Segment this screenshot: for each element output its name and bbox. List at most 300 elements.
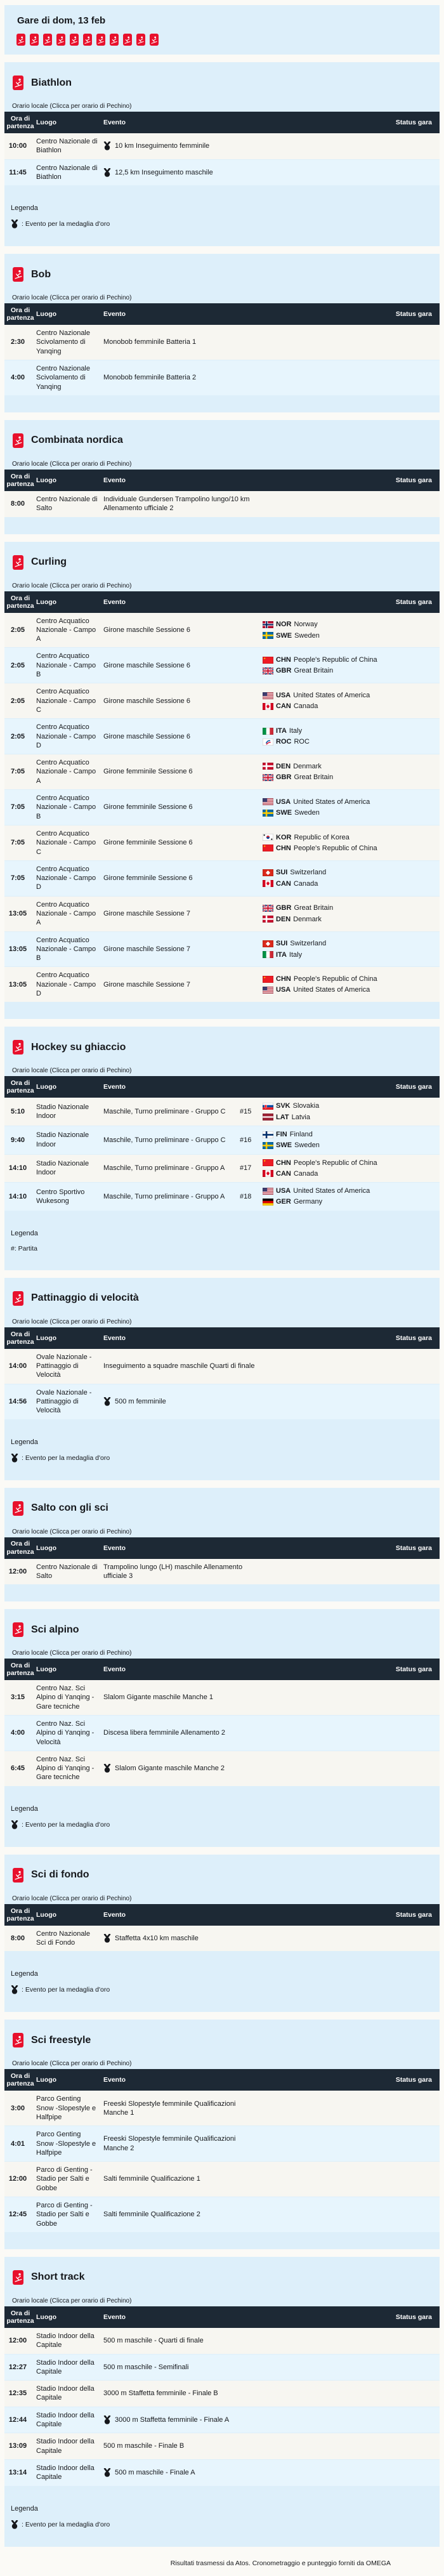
start-time: 10:00 — [8, 142, 27, 150]
table-row — [4, 1155, 440, 1183]
table-row — [4, 932, 440, 967]
event-label: Freeski Slopestyle femminile Qualificazioni Manche 1 — [103, 2100, 236, 2117]
status-cell — [385, 1108, 440, 1115]
event — [103, 2096, 261, 2122]
spacer-cell — [261, 2469, 385, 2476]
spacer-cell — [261, 2105, 385, 2112]
start-time: 4:00 — [10, 374, 25, 382]
legend-text: #: Partita — [11, 1244, 38, 1252]
status-cell — [385, 2363, 440, 2371]
column-header-status: Status gara — [395, 598, 432, 606]
team — [263, 702, 380, 711]
status-cell — [385, 1764, 440, 1772]
section-combinata-nordica — [4, 420, 440, 534]
start-time: 7:05 — [10, 839, 25, 847]
status-cell — [385, 768, 440, 776]
venue: Centro Nazionale di Biathlon — [36, 164, 98, 181]
start-time: 8:00 — [10, 1934, 25, 1942]
timezone-toggle[interactable]: Orario locale (Clicca per orario di Pechino) — [12, 1528, 132, 1535]
table-header-row — [4, 2306, 440, 2328]
section-title: Bob — [31, 268, 51, 280]
teams — [263, 723, 385, 751]
section-title: Sci freestyle — [31, 2034, 91, 2046]
nav-bob-icon[interactable] — [30, 34, 39, 46]
team — [263, 762, 380, 771]
status-cell — [385, 500, 440, 508]
status-cell — [385, 2416, 440, 2424]
gbr-flag-icon — [263, 774, 273, 781]
status-cell — [385, 839, 440, 846]
team-name: United States of America — [293, 1187, 370, 1195]
start-time: 8:00 — [10, 500, 25, 508]
event-label: 500 m maschile - Finale A — [115, 2469, 195, 2477]
event — [103, 2206, 261, 2223]
venue: Stadio Indoor della Capitale — [36, 2411, 95, 2429]
column-header-time: Ora di partenza — [6, 114, 34, 130]
match-number — [240, 910, 263, 917]
column-header-venue: Luogo — [36, 2076, 57, 2084]
legend-title: Legenda — [11, 1438, 38, 1446]
teams — [263, 687, 385, 715]
match-number — [240, 662, 263, 669]
column-header-match — [240, 1085, 263, 1089]
event-label: 500 m maschile - Quarti di finale — [103, 2337, 204, 2345]
status-cell — [385, 169, 440, 176]
status-cell — [385, 1568, 440, 1575]
section-pattinaggio-di-velocita — [4, 1278, 440, 1480]
table-row — [4, 825, 440, 860]
teams — [263, 935, 385, 963]
column-header-venue: Luogo — [36, 476, 57, 484]
team-name: Latvia — [291, 1113, 310, 1121]
start-time: 3:15 — [10, 1693, 25, 1702]
event — [103, 2438, 261, 2454]
nav-sci-freestyle-icon[interactable] — [136, 34, 145, 46]
venue: Parco Genting Snow -Slopestyle e Halfpipe — [36, 2095, 96, 2121]
teams — [263, 1098, 385, 1126]
column-header-spacer — [261, 1336, 385, 1340]
event — [103, 1188, 240, 1205]
event — [103, 622, 240, 638]
schedule-table — [4, 1327, 440, 1419]
venue: Centro Acquatico Nazionale - Campo D — [36, 971, 96, 998]
table-row — [4, 1098, 440, 1126]
column-header-status: Status gara — [395, 1910, 432, 1919]
start-time: 13:05 — [8, 909, 27, 917]
start-time: 3:00 — [10, 2104, 25, 2112]
sci-di-fondo-icon — [13, 1868, 23, 1883]
legend-line — [11, 1245, 432, 1252]
venue: Ovale Nazionale - Pattinaggio di Velocità — [36, 1353, 92, 1379]
event-label: Girone femminile Sessione 6 — [103, 839, 193, 847]
table-header-row — [4, 470, 440, 491]
start-time: 7:05 — [10, 768, 25, 776]
gold-medal-icon — [103, 141, 111, 150]
table-header-row — [4, 1076, 440, 1098]
table-row — [4, 360, 440, 395]
venue: Stadio Indoor della Capitale — [36, 2358, 95, 2376]
table-row — [4, 648, 440, 683]
column-header-venue: Luogo — [36, 1334, 57, 1342]
status-cell — [385, 2176, 440, 2183]
teams — [263, 864, 385, 892]
spacer-cell — [261, 2211, 385, 2218]
team-code: CHN — [276, 975, 291, 983]
venue: Centro Nazionale Sci di Fondo — [36, 1929, 90, 1947]
column-header-event: Evento — [103, 2313, 126, 2321]
timezone-toggle[interactable]: Orario locale (Clicca per orario di Pechino) — [12, 1067, 132, 1075]
venue: Centro Nazionale di Biathlon — [36, 138, 98, 155]
ger-flag-icon — [263, 1199, 273, 1206]
team — [263, 1101, 380, 1110]
section-header — [13, 1622, 432, 1637]
status-cell — [385, 910, 440, 917]
column-header-event: Evento — [103, 2076, 126, 2084]
team — [263, 868, 380, 877]
venue: Centro Acquatico Nazionale - Campo C — [36, 829, 96, 856]
nav-curling-icon[interactable] — [56, 34, 65, 46]
spacer-cell — [261, 500, 385, 508]
nav-hockey-su-ghiaccio-icon[interactable] — [70, 34, 79, 46]
team-code: SWE — [276, 1141, 292, 1150]
column-header-event: Evento — [103, 1083, 126, 1091]
teams — [263, 900, 385, 928]
timezone-toggle[interactable]: Orario locale (Clicca per orario di Pechino) — [12, 103, 132, 110]
short-track-icon — [13, 2270, 23, 2285]
curling-icon — [13, 555, 23, 570]
event — [103, 138, 261, 154]
venue: Centro Acquatico Nazionale - Campo D — [36, 865, 96, 891]
schedule-table — [4, 1659, 440, 1786]
nav-salto-con-gli-sci-icon[interactable] — [96, 34, 105, 46]
legend-title: Legenda — [11, 204, 38, 213]
event — [103, 2385, 261, 2402]
venue: Parco di Genting -Stadio per Salti e Gobbe — [36, 2166, 93, 2192]
table-header-row — [4, 1537, 440, 1559]
event — [103, 164, 261, 181]
section-title: Hockey su ghiaccio — [31, 1041, 126, 1053]
start-time: 14:10 — [8, 1164, 27, 1173]
fin-flag-icon — [263, 1131, 273, 1138]
legend-line — [11, 1820, 432, 1829]
column-header-status: Status gara — [395, 2076, 432, 2084]
event-label: Maschile, Turno preliminare - Gruppo C — [103, 1108, 226, 1115]
section-header — [13, 1291, 432, 1306]
chn-flag-icon — [263, 976, 273, 983]
team — [263, 655, 380, 664]
section-header — [13, 555, 432, 570]
start-time: 5:10 — [10, 1108, 25, 1115]
gold-medal-icon — [103, 1397, 111, 1406]
team-code: DEN — [276, 762, 291, 770]
table-row — [4, 160, 440, 186]
table-row — [4, 2433, 440, 2459]
table-header-row — [4, 591, 440, 613]
nav-sci-di-fondo-icon[interactable] — [123, 34, 132, 46]
team-name: People's Republic of China — [293, 656, 377, 664]
teams — [263, 1126, 385, 1154]
team — [263, 666, 380, 675]
table-row — [4, 683, 440, 718]
section-header — [13, 1868, 432, 1883]
status-cell — [385, 1193, 440, 1200]
teams — [263, 1183, 385, 1211]
event — [103, 2131, 261, 2157]
table-header-row — [4, 1904, 440, 1926]
team-name: United States of America — [293, 798, 370, 806]
team-name: Sweden — [294, 631, 320, 640]
team-name: Finland — [289, 1130, 313, 1138]
match-number — [240, 697, 263, 705]
team-name: Italy — [289, 726, 303, 735]
table-row — [4, 1751, 440, 1786]
table-row — [4, 1349, 440, 1384]
teams — [263, 829, 385, 857]
team — [263, 773, 380, 782]
start-time: 14:10 — [8, 1192, 27, 1200]
venue: Centro Acquatico Nazionale - Campo B — [36, 652, 96, 679]
column-header-venue: Luogo — [36, 1544, 57, 1552]
section-header — [13, 76, 432, 90]
table-row — [4, 1183, 440, 1211]
nav-short-track-icon[interactable] — [150, 34, 159, 46]
spacer-cell — [261, 374, 385, 382]
event-label: Maschile, Turno preliminare - Gruppo C — [103, 1136, 226, 1144]
team-name: Canada — [293, 702, 318, 711]
venue: Stadio Nazionale Indoor — [36, 1103, 89, 1120]
team-name: Sweden — [294, 1141, 320, 1150]
schedule-table — [4, 591, 440, 1002]
sui-flag-icon — [263, 869, 273, 876]
team-code: SWE — [276, 631, 292, 640]
table-row — [4, 1680, 440, 1715]
den-flag-icon — [263, 916, 273, 923]
team — [263, 808, 380, 817]
column-header-event: Evento — [103, 119, 126, 126]
schedule-table — [4, 2069, 440, 2232]
section-sci-freestyle — [4, 2020, 440, 2249]
timezone-toggle[interactable]: Orario locale (Clicca per orario di Pechino) — [12, 294, 132, 302]
table-header-row — [4, 112, 440, 133]
teams — [263, 652, 385, 680]
status-cell — [385, 2443, 440, 2450]
column-header-time: Ora di partenza — [6, 1907, 34, 1922]
event — [103, 693, 240, 709]
team — [263, 1197, 380, 1206]
roc-flag-icon — [263, 739, 273, 746]
status-cell — [385, 981, 440, 989]
legend-text: : Evento per la medaglia d'oro — [22, 1820, 110, 1829]
spacer-cell — [261, 1694, 385, 1702]
table-row — [4, 861, 440, 896]
column-header-teams — [263, 1085, 385, 1089]
column-header-time: Ora di partenza — [6, 1540, 34, 1556]
column-header-time: Ora di partenza — [6, 594, 34, 610]
gold-medal-icon — [103, 2415, 111, 2424]
start-time: 12:44 — [8, 2415, 27, 2424]
gold-medal-icon — [103, 168, 111, 177]
column-header-time: Ora di partenza — [6, 1330, 34, 1346]
spacer-cell — [261, 1362, 385, 1370]
table-row — [4, 613, 440, 648]
team-code: CAN — [276, 879, 291, 888]
match-number — [240, 733, 263, 740]
status-cell — [385, 374, 440, 382]
status-cell — [385, 626, 440, 634]
gold-medal-icon — [11, 1820, 18, 1829]
bob-icon — [13, 267, 23, 282]
timezone-toggle[interactable]: Orario locale (Clicca per orario di Pechino) — [12, 582, 132, 589]
team-code: KOR — [276, 833, 292, 841]
column-header-spacer — [261, 1546, 385, 1550]
team-name: Great Britain — [294, 904, 334, 912]
start-time: 11:45 — [9, 168, 27, 176]
event-label: Girone maschile Sessione 6 — [103, 732, 190, 740]
sci-alpino-icon — [13, 1622, 23, 1637]
nav-pattinaggio-di-velocita-icon[interactable] — [83, 34, 92, 46]
status-cell — [385, 1164, 440, 1172]
status-cell — [385, 2337, 440, 2344]
legend-text: : Evento per la medaglia d'oro — [22, 1454, 110, 1462]
salto-con-gli-sci-icon — [13, 1501, 23, 1516]
column-header-event: Evento — [103, 1910, 126, 1919]
match-number: #17 — [240, 1164, 252, 1173]
team-code: GBR — [276, 773, 292, 782]
gold-medal-icon — [11, 1985, 18, 1994]
table-header-row — [4, 303, 440, 325]
team — [263, 939, 380, 948]
venue: Centro Nazionale Scivolamento di Yanqing — [36, 329, 90, 355]
team-name: Italy — [289, 950, 303, 959]
event-label: 500 m maschile - Finale B — [103, 2442, 185, 2450]
team-code: USA — [276, 798, 291, 806]
team — [263, 1130, 380, 1139]
column-header-spacer — [261, 1913, 385, 1917]
legend-title: Legenda — [11, 1229, 38, 1237]
column-header-venue: Luogo — [36, 119, 57, 126]
event — [103, 1760, 261, 1777]
nav-biathlon-icon[interactable] — [16, 34, 25, 46]
team — [263, 620, 380, 629]
table-row — [4, 491, 440, 517]
venue: Stadio Indoor della Capitale — [36, 2438, 95, 2455]
event-label: Salti femminile Qualificazione 1 — [103, 2175, 200, 2183]
timezone-toggle[interactable]: Orario locale (Clicca per orario di Pechino) — [12, 1895, 132, 1902]
table-header-row — [4, 1659, 440, 1680]
timezone-toggle[interactable]: Orario locale (Clicca per orario di Pechino) — [12, 1318, 132, 1325]
table-row — [4, 2328, 440, 2354]
event — [103, 369, 261, 386]
table-row — [4, 2197, 440, 2232]
schedule-table — [4, 1076, 440, 1210]
timezone-toggle[interactable]: Orario locale (Clicca per orario di Pechino) — [12, 1650, 132, 1657]
team — [263, 691, 380, 700]
match-number — [240, 768, 263, 776]
team-name: Slovakia — [292, 1102, 320, 1110]
swe-flag-icon — [263, 810, 273, 817]
nav-sci-alpino-icon[interactable] — [110, 34, 119, 46]
spacer-cell — [261, 1935, 385, 1942]
table-row — [4, 967, 440, 1002]
event — [103, 941, 240, 957]
column-header-spacer — [261, 2078, 385, 2082]
status-cell — [385, 803, 440, 811]
section-bob — [4, 254, 440, 412]
start-time: 2:30 — [10, 338, 25, 346]
legend-title: Legenda — [11, 1970, 38, 1978]
team-code: FIN — [276, 1130, 287, 1138]
event — [103, 657, 240, 674]
table-row — [4, 719, 440, 754]
table-row — [4, 1126, 440, 1154]
section-title: Sci alpino — [31, 1624, 79, 1635]
event — [103, 763, 240, 780]
section-salto-con-gli-sci — [4, 1488, 440, 1602]
teams — [263, 971, 385, 999]
start-time: 13:05 — [8, 980, 27, 989]
event — [103, 728, 240, 745]
team — [263, 975, 380, 983]
team-code: DEN — [276, 915, 291, 923]
gbr-flag-icon — [263, 667, 273, 674]
event — [103, 1725, 261, 1741]
start-time: 12:00 — [8, 2337, 27, 2345]
timezone-toggle[interactable]: Orario locale (Clicca per orario di Pechino) — [12, 2297, 132, 2304]
team — [263, 1113, 380, 1122]
table-row — [4, 133, 440, 159]
column-header-status: Status gara — [395, 1083, 432, 1091]
venue: Stadio Indoor della Capitale — [36, 2332, 95, 2349]
event-label: 10 km Inseguimento femminile — [115, 142, 210, 150]
can-flag-icon — [263, 880, 273, 887]
section-title: Curling — [31, 556, 67, 568]
status-cell — [385, 1136, 440, 1144]
legend — [11, 1805, 432, 1829]
section-header — [13, 1040, 432, 1055]
nav-combinata-nordica-icon[interactable] — [43, 34, 52, 46]
venue: Centro Sportivo Wukesong — [36, 1188, 85, 1205]
timezone-toggle[interactable]: Orario locale (Clicca per orario di Pechino) — [12, 2060, 132, 2068]
event — [103, 2171, 261, 2187]
ita-flag-icon — [263, 951, 273, 958]
table-row — [4, 754, 440, 789]
section-title: Short track — [31, 2271, 85, 2283]
team-code: NOR — [276, 621, 292, 629]
team — [263, 1141, 380, 1150]
usa-flag-icon — [263, 798, 273, 805]
column-header-status: Status gara — [395, 1334, 432, 1342]
venue: Centro Acquatico Nazionale - Campo B — [36, 936, 96, 963]
event-label: Girone maschile Sessione 6 — [103, 626, 190, 634]
event-label: Maschile, Turno preliminare - Gruppo A — [103, 1164, 225, 1173]
event-label: Slalom Gigante maschile Manche 1 — [103, 1693, 214, 1702]
event-label: Girone femminile Sessione 6 — [103, 874, 193, 883]
column-header-venue: Luogo — [36, 2313, 57, 2321]
spacer-cell — [261, 2140, 385, 2148]
venue: Stadio Indoor della Capitale — [36, 2385, 95, 2402]
event — [103, 1930, 261, 1947]
gold-medal-icon — [11, 1454, 18, 1462]
timezone-toggle[interactable]: Orario locale (Clicca per orario di Pechino) — [12, 460, 132, 468]
team — [263, 1186, 380, 1195]
table-row — [4, 2381, 440, 2407]
team-name: Switzerland — [290, 940, 327, 948]
section-short-track — [4, 2257, 440, 2547]
start-time: 12:35 — [8, 2389, 27, 2398]
event — [103, 870, 240, 886]
event — [103, 799, 240, 815]
chn-flag-icon — [263, 657, 273, 664]
